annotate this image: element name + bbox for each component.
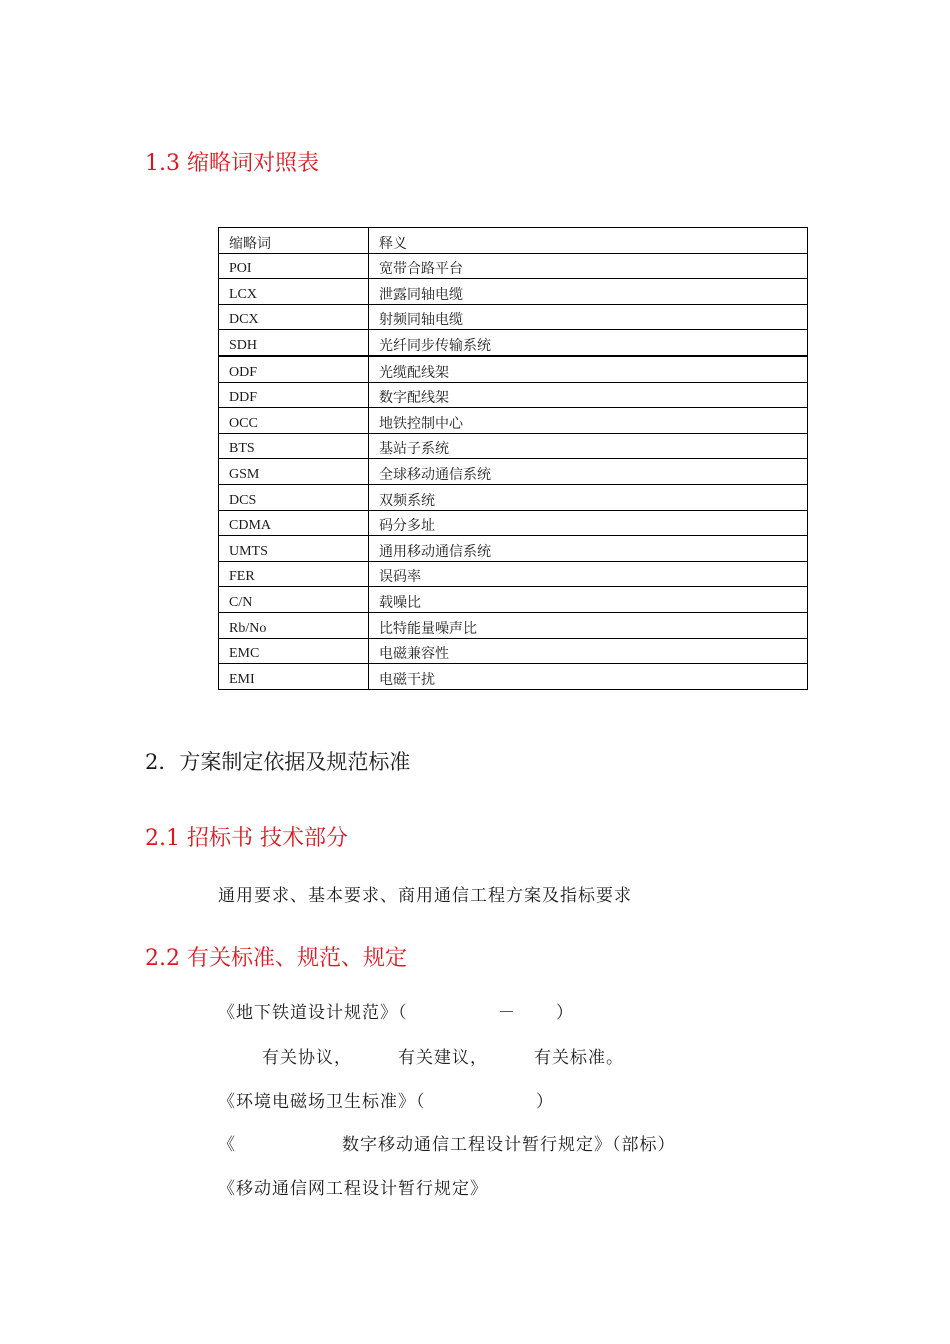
abbreviation-cell: BTS [219, 433, 369, 459]
definition-cell: 通用移动通信系统 [369, 536, 808, 562]
table-row [219, 612, 808, 638]
standard-line-4-open: 《 [218, 1135, 236, 1155]
abbreviation-cell: DDF [219, 382, 369, 408]
abbreviation-cell: CDMA [219, 510, 369, 536]
definition-cell: 射频同轴电缆 [369, 304, 808, 330]
definition-cell: 泄露同轴电缆 [369, 279, 808, 305]
section-heading-1-3: 1.3 缩略词对照表 [145, 151, 319, 176]
table-row [219, 459, 808, 485]
definition-cell: 地铁控制中心 [369, 408, 808, 434]
definition-cell: 双频系统 [369, 484, 808, 510]
section-heading-2-1: 2.1 招标书 技术部分 [145, 826, 348, 851]
standard-line-2-recommendations: 有关建议， [398, 1048, 488, 1068]
abbreviation-cell: SDH [219, 330, 369, 356]
abbreviation-cell: Rb/No [219, 612, 369, 638]
definition-cell: 误码率 [369, 561, 808, 587]
abbreviation-cell: GSM [219, 459, 369, 485]
standard-line-1-dash: － [498, 1003, 516, 1023]
abbreviation-cell: EMC [219, 638, 369, 664]
section-heading-2: 2．方案制定依据及规范标准 [145, 750, 411, 774]
table-row [219, 561, 808, 587]
definition-cell: 比特能量噪声比 [369, 612, 808, 638]
header-definition: 释义 [369, 228, 808, 254]
standard-line-4-title: 数字移动通信工程设计暂行规定》（部标） [342, 1135, 676, 1155]
standard-line-1-title: 《地下铁道设计规范》（ [218, 1003, 408, 1023]
table-row [219, 664, 808, 690]
table-row [219, 253, 808, 279]
table-row [219, 638, 808, 664]
standard-line-3-title: 《环境电磁场卫生标准》（ [218, 1092, 426, 1112]
abbreviation-table [218, 227, 808, 690]
definition-cell: 电磁干扰 [369, 664, 808, 690]
definition-cell: 电磁兼容性 [369, 638, 808, 664]
standard-line-1-close: ） [556, 1003, 574, 1023]
tender-requirements-text: 通用要求、基本要求、商用通信工程方案及指标要求 [218, 886, 632, 906]
definition-cell: 基站子系统 [369, 433, 808, 459]
table-row [219, 408, 808, 434]
standard-line-2-standards: 有关标准。 [534, 1048, 624, 1068]
abbreviation-cell: C/N [219, 587, 369, 613]
definition-cell: 宽带合路平台 [369, 253, 808, 279]
abbreviation-cell: ODF [219, 356, 369, 382]
table-header-row [219, 228, 808, 254]
abbreviation-cell: EMI [219, 664, 369, 690]
table-row [219, 330, 808, 356]
definition-cell: 码分多址 [369, 510, 808, 536]
definition-cell: 光缆配线架 [369, 356, 808, 382]
table-row [219, 484, 808, 510]
table-row [219, 382, 808, 408]
definition-cell: 载噪比 [369, 587, 808, 613]
table-row [219, 433, 808, 459]
standard-line-5-title: 《移动通信网工程设计暂行规定》 [218, 1179, 488, 1199]
abbreviation-cell: FER [219, 561, 369, 587]
table-row [219, 279, 808, 305]
table-row [219, 536, 808, 562]
table-row [219, 510, 808, 536]
definition-cell: 光纤同步传输系统 [369, 330, 808, 356]
abbreviation-cell: LCX [219, 279, 369, 305]
standard-line-3-close: ） [536, 1092, 554, 1112]
table-row [219, 304, 808, 330]
abbreviation-cell: POI [219, 253, 369, 279]
abbreviation-cell: DCX [219, 304, 369, 330]
section-heading-2-2: 2.2 有关标准、规范、规定 [145, 946, 407, 971]
abbreviation-cell: UMTS [219, 536, 369, 562]
header-abbreviation: 缩略词 [219, 228, 369, 254]
table-row [219, 587, 808, 613]
abbreviation-cell: DCS [219, 484, 369, 510]
definition-cell: 全球移动通信系统 [369, 459, 808, 485]
table-row [219, 356, 808, 382]
abbreviation-cell: OCC [219, 408, 369, 434]
standard-line-2-protocols: 有关协议， [262, 1048, 352, 1068]
definition-cell: 数字配线架 [369, 382, 808, 408]
